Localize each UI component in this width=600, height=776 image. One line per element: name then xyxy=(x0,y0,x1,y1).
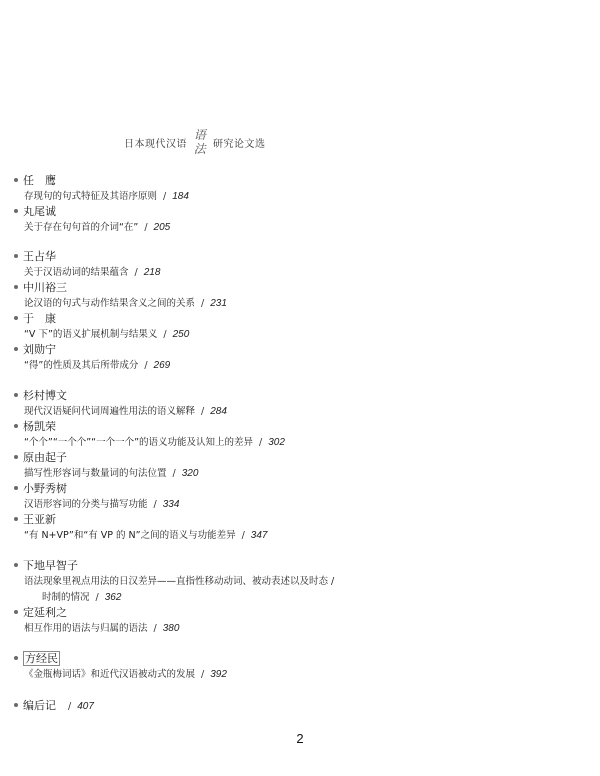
toc-title-continuation[interactable]: 时制的情况 / 362 xyxy=(42,592,122,603)
toc-author: 定延利之 xyxy=(14,606,67,620)
toc-page: 218 xyxy=(143,267,161,278)
bullet-icon xyxy=(14,703,18,707)
bullet-icon xyxy=(14,486,18,490)
bullet-icon xyxy=(14,316,18,320)
toc-author: 方经民 xyxy=(14,652,60,666)
toc-title[interactable]: 存现句的句式特征及其语序原则 / 184 xyxy=(24,191,189,202)
toc-author: 原由起子 xyxy=(14,451,67,465)
toc-title[interactable]: 相互作用的语法与归属的语法 / 380 xyxy=(24,623,180,634)
page-number: 2 xyxy=(296,731,304,746)
calligraphy-seal: 语 法 xyxy=(193,128,207,156)
bullet-icon xyxy=(14,656,18,660)
toc-page: 250 xyxy=(172,329,190,340)
bullet-icon xyxy=(14,285,18,289)
toc-author: 丸尾诚 xyxy=(14,205,56,219)
bullet-icon xyxy=(14,254,18,258)
toc-title[interactable]: “V 下”的语义扩展机制与结果义 / 250 xyxy=(24,329,190,340)
header-right: 研究论文选 xyxy=(213,138,266,150)
toc-page: 407 xyxy=(77,701,94,712)
toc-title[interactable]: 关于存在句句首的介词“在” / 205 xyxy=(24,222,171,233)
toc-author: 刘勋宁 xyxy=(14,343,56,357)
toc-author: 杉村博文 xyxy=(14,389,67,403)
toc-page: 231 xyxy=(210,298,227,309)
toc-title[interactable]: 现代汉语疑问代词周遍性用法的语义解释 / 284 xyxy=(24,406,227,417)
toc-author: 于 康 xyxy=(14,312,56,326)
toc-author: 王占华 xyxy=(14,250,56,264)
toc-author: 小野秀树 xyxy=(14,482,67,496)
toc-author[interactable]: 编后记 / 407 xyxy=(14,699,94,713)
toc-page: 269 xyxy=(153,360,171,371)
toc-title[interactable]: 关于汉语动词的结果蕴含 / 218 xyxy=(24,267,161,278)
running-header xyxy=(124,127,266,157)
bullet-icon xyxy=(14,424,18,428)
toc-title[interactable]: “个个”“一个个”“一个一个”的语义功能及认知上的差异 / 302 xyxy=(24,437,285,448)
toc-page: 205 xyxy=(153,222,171,233)
bullet-icon xyxy=(14,610,18,614)
toc-page: 380 xyxy=(162,623,180,634)
toc-author: 下地早智子 xyxy=(14,559,78,573)
toc-page: 284 xyxy=(210,406,227,417)
toc-title[interactable]: 《金瓶梅词话》和近代汉语被动式的发展 / 392 xyxy=(24,669,227,680)
toc-author: 王亚新 xyxy=(14,513,56,527)
toc-title[interactable]: 语法现象里视点用法的日汉差异——直指性移动动词、被动表述以及时态 / xyxy=(24,576,335,587)
toc-page: 347 xyxy=(250,530,268,541)
bullet-icon xyxy=(14,347,18,351)
bullet-icon xyxy=(14,178,18,182)
toc-page: 334 xyxy=(162,499,180,510)
bullet-icon xyxy=(14,455,18,459)
toc-title[interactable]: 描写性形容词与数量词的句法位置 / 320 xyxy=(24,468,199,479)
header-left: 日本现代汉语 xyxy=(124,138,187,150)
toc-page: 362 xyxy=(104,592,122,603)
toc-author: 任 鹰 xyxy=(14,174,56,188)
bullet-icon xyxy=(14,517,18,521)
bullet-icon xyxy=(14,393,18,397)
toc-title[interactable]: 论汉语的句式与动作结果含义之间的关系 / 231 xyxy=(24,298,227,309)
toc-page: 392 xyxy=(210,669,227,680)
bullet-icon xyxy=(14,209,18,213)
toc-page: 320 xyxy=(181,468,199,479)
toc-title[interactable]: 汉语形容词的分类与描写功能 / 334 xyxy=(24,499,180,510)
toc-page: 184 xyxy=(172,191,189,202)
toc-author: 杨凯荣 xyxy=(14,420,56,434)
toc-title[interactable]: “有 N+VP”和“有 VP 的 N”之间的语义与功能差异 / 347 xyxy=(24,530,268,541)
toc-author: 中川裕三 xyxy=(14,281,67,295)
toc-title[interactable]: “得”的性质及其后所带成分 / 269 xyxy=(24,360,171,371)
bullet-icon xyxy=(14,563,18,567)
toc-page: 302 xyxy=(268,437,285,448)
